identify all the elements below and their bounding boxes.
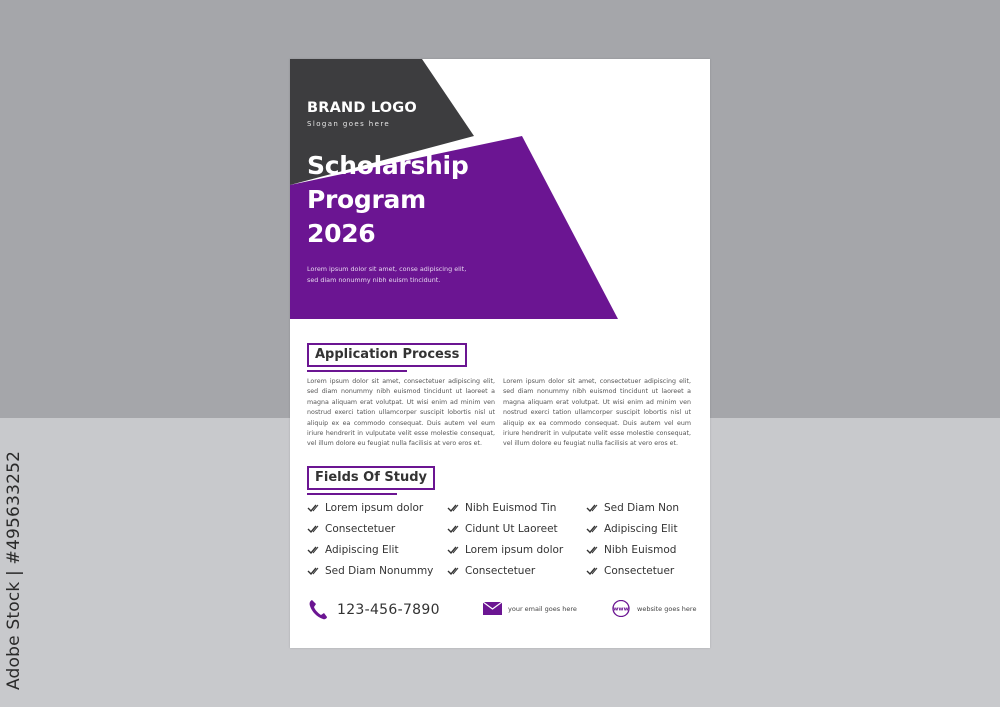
field-label: Nibh Euismod — [604, 544, 677, 556]
email-text: your email goes here — [508, 604, 577, 613]
check-icon — [586, 503, 598, 513]
field-item — [307, 543, 447, 557]
phone-icon — [308, 599, 328, 621]
check-icon — [586, 524, 598, 534]
field-item — [586, 522, 697, 536]
field-label: Cidunt Ut Laoreet — [465, 523, 558, 535]
intro-text — [307, 264, 477, 286]
heading-underline — [307, 493, 397, 495]
email-contact — [483, 602, 577, 615]
field-label: Lorem ipsum dolor — [465, 544, 564, 556]
field-item — [586, 501, 697, 515]
field-label: Adipiscing Elit — [325, 544, 399, 556]
application-process-heading: Application Process — [307, 343, 467, 367]
field-item — [447, 564, 586, 578]
intro-line: sed diam nonummy nibh euism tincidunt. — [307, 276, 441, 284]
field-label: Nibh Euismod Tin — [465, 502, 557, 514]
envelope-icon — [483, 602, 502, 615]
field-label: Consectetuer — [325, 523, 396, 535]
field-item — [307, 564, 447, 578]
field-item — [586, 564, 697, 578]
field-item — [447, 522, 586, 536]
check-icon — [447, 503, 459, 513]
field-label: Adipiscing Elit — [604, 523, 678, 535]
check-icon — [447, 545, 459, 555]
field-label: Consectetuer — [604, 565, 675, 577]
title-line: 2026 — [307, 219, 376, 248]
check-icon — [586, 566, 598, 576]
field-item — [447, 501, 586, 515]
brand-slogan: Slogan goes here — [307, 120, 391, 128]
brand-logo-text: BRAND LOGO — [307, 100, 417, 116]
field-item — [307, 501, 447, 515]
title-line: Program — [307, 185, 426, 214]
heading-underline — [307, 370, 407, 372]
website-text: website goes here — [637, 604, 697, 613]
paragraph-right: Lorem ipsum dolor sit amet, consectetuer adipiscing elit, sed diam nonummy nibh euismod tincidunt ut laoreet a magna aliquam erat volutpat. Ut wisi enim ad minim ven nostrud exerci tation ullamcorper suscipit lobortis nisl ut aliquip ex ea commodo consequat. Duis autem vel eum iriure hendrerit in vulputate velit esse molestie consequat, vel illum dolore eu feugiat nulla facilisis at vero eros et. — [503, 378, 691, 448]
globe-icon — [612, 600, 630, 617]
field-label: Sed Diam Nonummy — [325, 565, 434, 577]
field-item — [307, 522, 447, 536]
phone-number: 123-456-7890 — [337, 602, 440, 618]
stock-id-label: Adobe Stock | #495633252 — [4, 450, 24, 690]
intro-line: Lorem ipsum dolor sit amet, conse adipiscing elit, — [307, 265, 467, 273]
title-line: Scholarship — [307, 151, 469, 180]
website-contact — [612, 600, 696, 617]
field-label: Lorem ipsum dolor — [325, 502, 424, 514]
field-item — [586, 543, 697, 557]
paragraph-left: Lorem ipsum dolor sit amet, consectetuer adipiscing elit, sed diam nonummy nibh euismod tincidunt ut laoreet a magna aliquam erat volutpat. Ut wisi enim ad minim ven nostrud exerci tation ullamcorper suscipit lobortis nisl ut aliquip ex ea commodo consequat. Duis autem vel eum iriure hendrerit in vulputate velit esse molestie consequat, vel illum dolore eu feugiat nulla facilisis at vero eros et. — [307, 378, 495, 448]
flyer — [290, 59, 710, 648]
globe-icon-text: www — [613, 606, 629, 613]
field-label: Consectetuer — [465, 565, 536, 577]
check-icon — [447, 566, 459, 576]
fields-list — [307, 501, 697, 578]
flyer-title — [307, 149, 468, 251]
field-item — [447, 543, 586, 557]
fields-of-study-heading: Fields Of Study — [307, 466, 435, 490]
check-icon — [307, 545, 319, 555]
field-label: Sed Diam Non — [604, 502, 680, 514]
check-icon — [307, 503, 319, 513]
brand-logo-block — [307, 100, 417, 128]
check-icon — [307, 524, 319, 534]
check-icon — [307, 566, 319, 576]
check-icon — [586, 545, 598, 555]
phone-contact — [308, 599, 440, 621]
check-icon — [447, 524, 459, 534]
